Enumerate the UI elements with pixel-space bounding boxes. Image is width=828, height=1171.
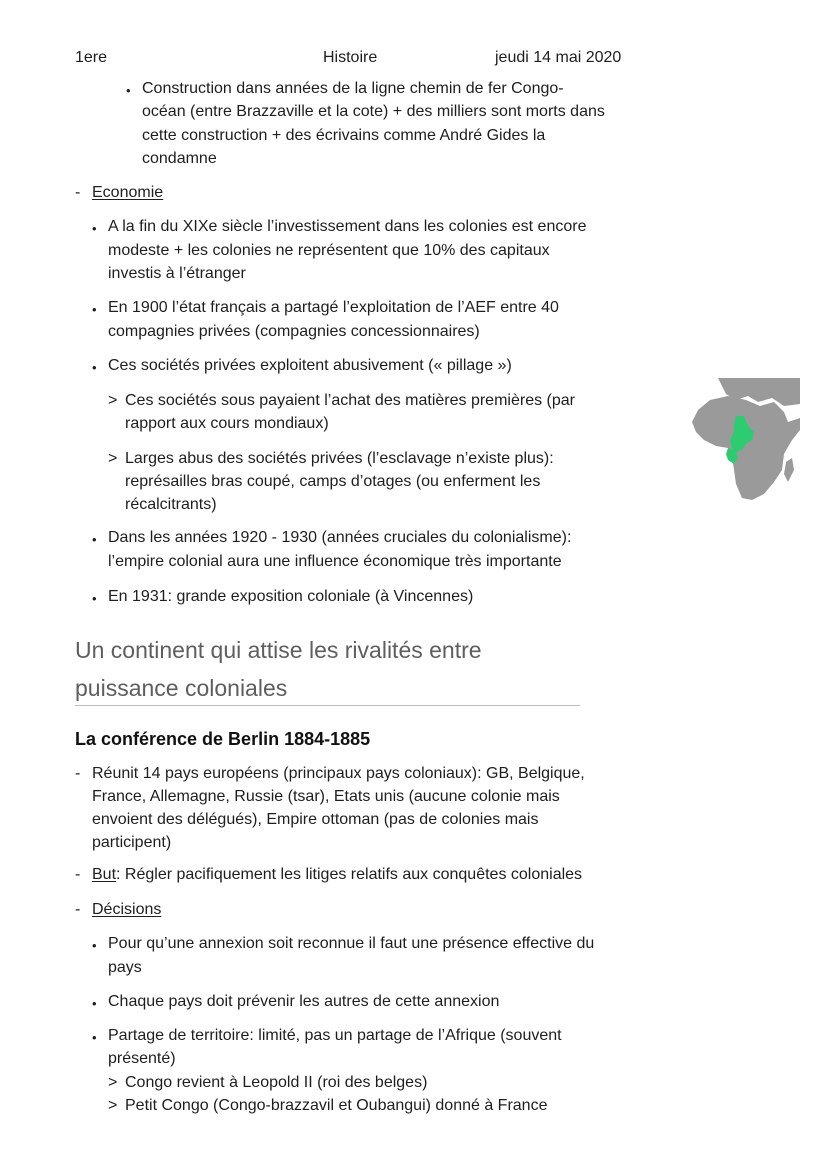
section-title-line: puissance coloniales (75, 675, 288, 701)
dash-icon: - (75, 184, 81, 201)
dash-icon: - (75, 901, 81, 918)
dash-icon: - (75, 866, 81, 883)
paragraph-line: France, Allemagne, Russie (tsar), Etats unis (aucune colonie mais (92, 788, 560, 805)
but-line (92, 863, 582, 886)
economie-heading: Economie (92, 184, 164, 201)
arrow-icon: > (108, 392, 118, 409)
arrow-icon: > (108, 1074, 118, 1091)
paragraph-line: océan (entre Brazzaville et la cote) + des milliers sont morts dans (142, 103, 605, 120)
paragraph-line: l’empire colonial aura une influence économique très importante (108, 553, 562, 570)
bullet-icon: • (92, 591, 97, 606)
paragraph-line: Chaque pays doit prévenir les autres de cette annexion (108, 993, 500, 1010)
bullet-icon: • (92, 360, 97, 375)
arrow-icon: > (108, 450, 118, 467)
paragraph-line: cette construction + des écrivains comme André Gides la (142, 127, 546, 144)
paragraph-line: modeste + les colonies ne représentent que 10% des capitaux (108, 242, 550, 259)
paragraph-line: Dans les années 1920 - 1930 (années cruciales du colonialisme): (108, 529, 572, 546)
dash-icon: - (75, 765, 81, 782)
paragraph-line: envoient des délégués), Empire ottoman (pas de colonies mais (92, 811, 539, 828)
paragraph-line: Ces sociétés privées exploitent abusivement (« pillage ») (108, 357, 512, 374)
bullet-icon: • (92, 532, 97, 547)
bullet-icon: • (126, 83, 131, 98)
bullet-icon: • (92, 938, 97, 953)
africa-map-image (688, 378, 800, 502)
paragraph-line: Pour qu’une annexion soit reconnue il faut une présence effective du (108, 935, 595, 952)
decisions-heading: Décisions (92, 901, 162, 918)
paragraph-line: Ces sociétés sous payaient l’achat des matières premières (par (125, 392, 575, 409)
paragraph-line: participent) (92, 834, 172, 851)
paragraph-line: représailles bras coupé, camps d’otages (ou enferment les (125, 473, 541, 490)
paragraph-line: En 1900 l’état français a partagé l’exploitation de l’AEF entre 40 (108, 299, 559, 316)
paragraph-line: Petit Congo (Congo-brazzavil et Oubangui) donné à France (125, 1097, 548, 1114)
paragraph-line: Réunit 14 pays européens (principaux pays coloniaux): GB, Belgique, (92, 765, 585, 782)
paragraph-line: Larges abus des sociétés privées (l’esclavage n’existe plus): (125, 450, 554, 467)
paragraph-line: rapport aux cours mondiaux) (125, 415, 329, 432)
paragraph-line: Congo revient à Leopold II (roi des belges) (125, 1074, 428, 1091)
header-title: Histoire (323, 49, 378, 66)
bullet-icon: • (92, 221, 97, 236)
paragraph-line: condamne (142, 150, 217, 167)
paragraph-line: investis à l’étranger (108, 265, 246, 282)
but-text: : Régler pacifiquement les litiges relatifs aux conquêtes coloniales (116, 866, 583, 883)
but-label: But (92, 866, 117, 883)
header-left: 1ere (75, 49, 108, 66)
section-divider (75, 705, 580, 706)
bullet-icon: • (92, 996, 97, 1011)
paragraph-line: A la fin du XIXe siècle l’investissement dans les colonies est encore (108, 218, 587, 235)
berlin-heading: La conférence de Berlin 1884-1885 (75, 729, 371, 749)
bullet-icon: • (92, 1030, 97, 1045)
paragraph-line: présenté) (108, 1050, 176, 1067)
bullet-icon: • (92, 302, 97, 317)
header-date: jeudi 14 mai 2020 (495, 49, 622, 66)
paragraph-line: récalcitrants) (125, 496, 217, 513)
paragraph-line: Partage de territoire: limité, pas un partage de l’Afrique (souvent (108, 1027, 562, 1044)
paragraph-line: pays (108, 959, 142, 976)
section-title-line: Un continent qui attise les rivalités entre (75, 637, 482, 663)
arrow-icon: > (108, 1097, 118, 1114)
paragraph-line: compagnies privées (compagnies concessionnaires) (108, 323, 480, 340)
paragraph-line: Construction dans années de la ligne chemin de fer Congo- (142, 80, 564, 97)
paragraph-line: En 1931: grande exposition coloniale (à Vincennes) (108, 588, 474, 605)
